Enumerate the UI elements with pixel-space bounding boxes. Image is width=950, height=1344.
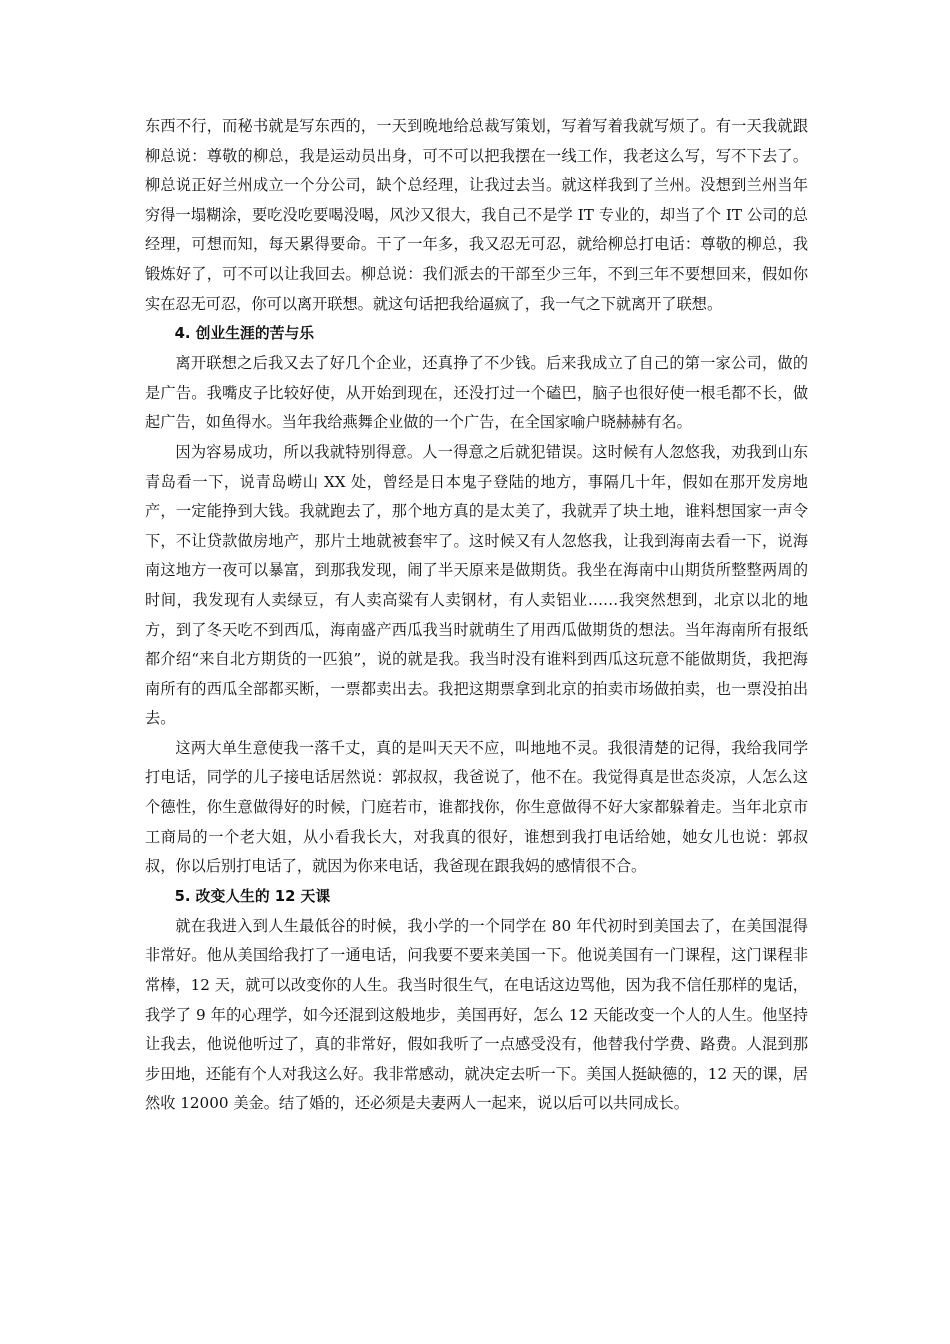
paragraph-real-estate-futures: 因为容易成功，所以我就特别得意。人一得意之后就犯错误。这时候有人忽悠我，劝我到山东青岛看一下，说青岛崂山 XX 处，曾经是日本鬼子登陆的地方，事隔几十年，假如在那开发房地产，一定能挣到大钱。我就跑去了，那个地方真的是太美了，我就弄了块土地，谁料想国家一声令下，不让贷款做房地产，那片土地就被套牢了。这时候又有人忽悠我，让我到海南去看一下，说海南这地方一夜可以暴富，到那我发现，闹了半天原来是做期货。我坐在海南中山期货所整整两周的时间，我发现有人卖绿豆，有人卖高粱有人卖钢材，有人卖铝业……我突然想到，北京以北的地方，到了冬天吃不到西瓜，海南盛产西瓜我当时就萌生了用西瓜做期货的想法。当年海南所有报纸都介绍“来自北方期货的一匹狼”，说的就是我。我当时没有谁料到西瓜这玩意不能做期货，我把海南所有的西瓜全部都买断，一票都卖出去。我把这期票拿到北京的拍卖市场做拍卖，也一票没拍出去。 [145, 442, 808, 728]
paragraph-america-course: 就在我进入到人生最低谷的时候，我小学的一个同学在 80 年代初时到美国去了，在美国混得非常好。他从美国给我打了一通电话，问我要不要来美国一下。他说美国有一门课程，这门课程非常棒，12 天，就可以改变你的人生。我当时很生气，在电话这边骂他，因为我不信任那样的鬼话，我学了 9 年的心理学，如今还混到这般地步，美国再好，怎么 12 天能改变一个人的人生。他坚持让我去，他说他听过了，真的非常好，假如我听了一点感受没有，他替我付学费、路费。人混到那步田地，还能有个人对我这么好。我非常感动，就决定去听一下。美国人挺缺德的，12 天的课，居然收 12000 美金。结了婚的，还必须是夫妻两人一起来，说以后可以共同成长。 [145, 916, 808, 1113]
paragraph-lenovo-secretary: 东西不行，而秘书就是写东西的，一天到晚地给总裁写策划，写着写着我就写烦了。有一天我就跟柳总说：尊敬的柳总，我是运动员出身，可不可以把我摆在一线工作，我老这么写，写不下去了。柳总说正好兰州成立一个分公司，缺个总经理，让我过去当。就这样我到了兰州。没想到兰州当年穷得一塌糊涂，要吃没吃要喝没喝，风沙又很大，我自己不是学 IT 专业的，却当了个 IT 公司的总经理，可想而知，每天累得要命。干了一年多，我又忍无可忍，就给柳总打电话：尊敬的柳总，我锻炼好了，可不可以让我回去。柳总说：我们派去的干部至少三年，不到三年不要想回来，假如你实在忍无可忍，你可以离开联想。就这句话把我给逼疯了，我一气之下就离开了联想。 [145, 117, 808, 313]
paragraph-advertising-company: 离开联想之后我又去了好几个企业，还真挣了不少钱。后来我成立了自己的第一家公司，做的是广告。我嘴皮子比较好使，从开始到现在，还没打过一个磕巴，脑子也很好使一根毛都不长，做起广告，如鱼得水。当年我给燕舞企业做的一个广告，在全国家喻户晓赫赫有名。 [145, 354, 808, 432]
section-heading-12-day-course: 5. 改变人生的 12 天课 [174, 887, 331, 905]
document-page [145, 112, 808, 1119]
paragraph-downfall: 这两大单生意使我一落千丈，真的是叫天天不应，叫地地不灵。我很清楚的记得，我给我同学打电话，同学的儿子接电话居然说：郭叔叔，我爸说了，他不在。我觉得真是世态炎凉，人怎么这个德性，你生意做得好的时候，门庭若市，谁都找你，你生意做得不好大家都躲着走。当年北京市工商局的一个老大姐，从小看我长大，对我真的很好，谁想到我打电话给她，她女儿也说：郭叔叔，你以后别打电话了，就因为你来电话，我爸现在跟我妈的感情很不合。 [145, 738, 808, 876]
section-heading-entrepreneurship: 4. 创业生涯的苦与乐 [174, 325, 315, 343]
